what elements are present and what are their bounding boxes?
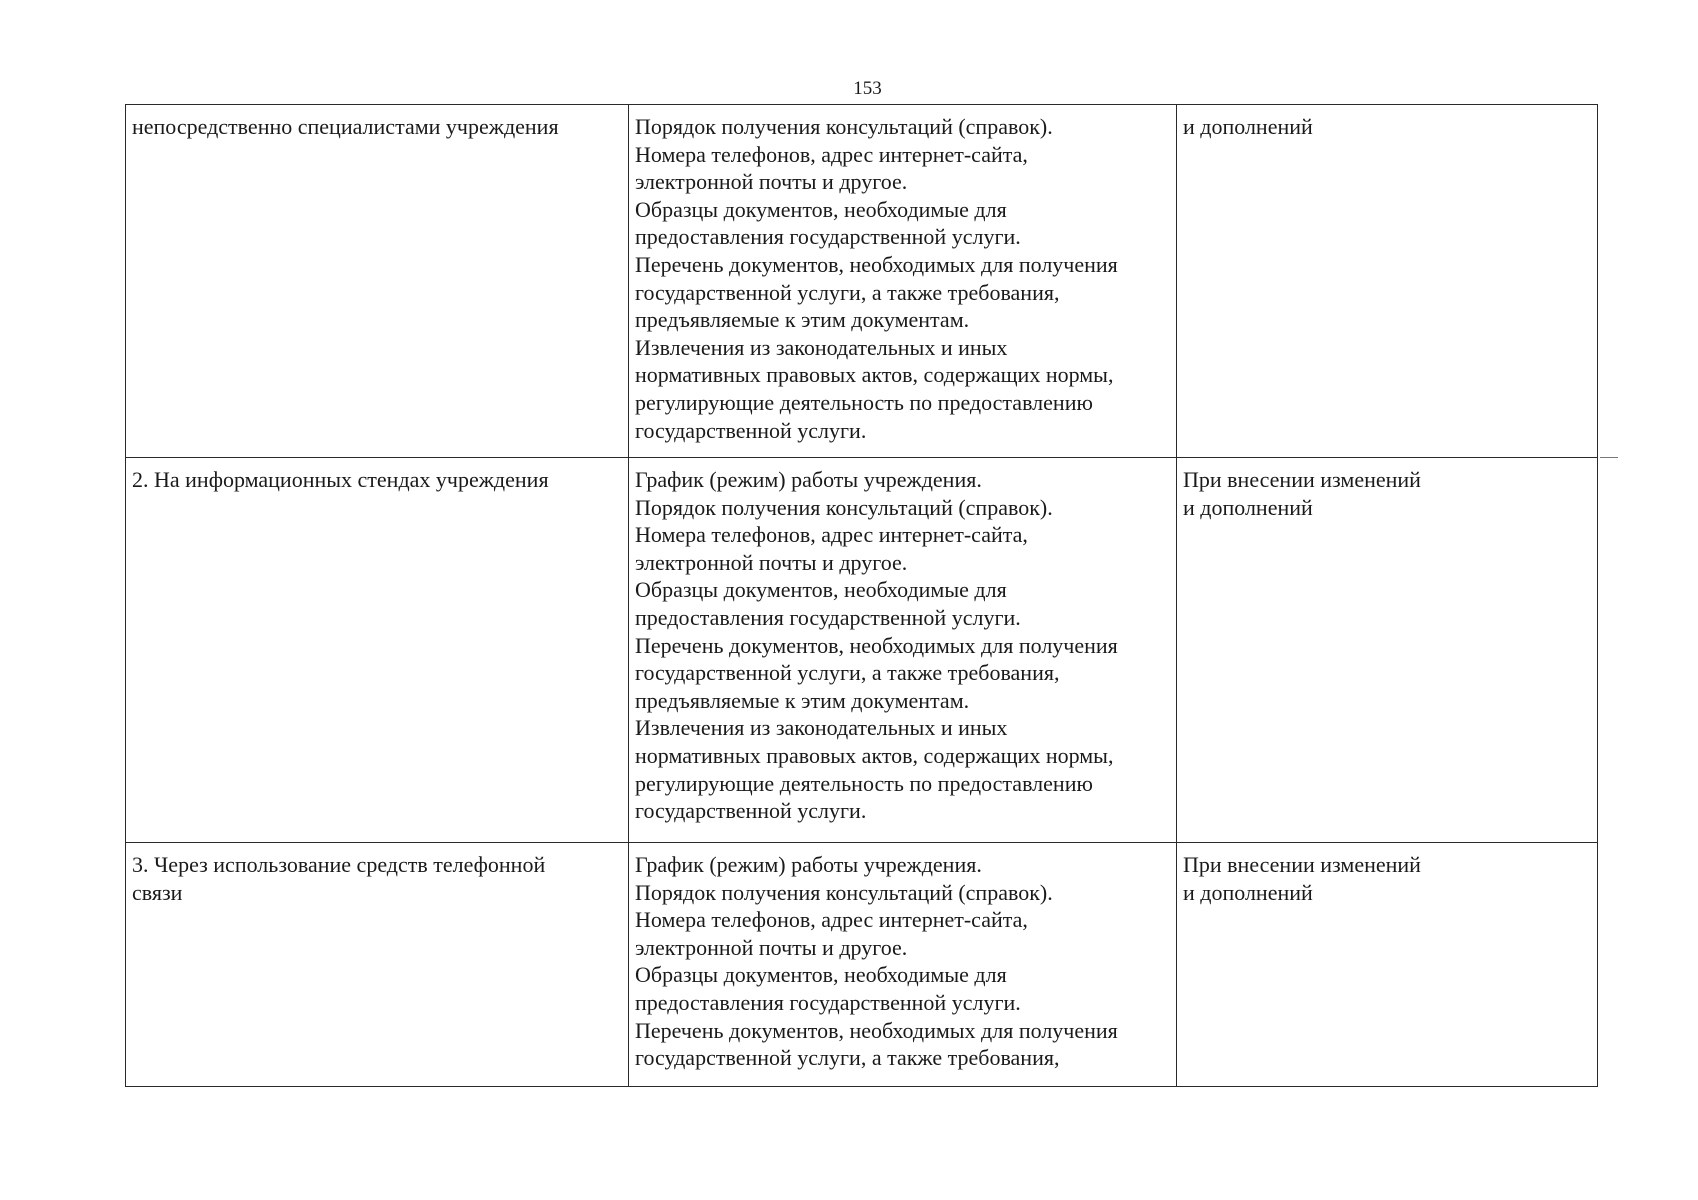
method-cell: непосредственно специалистами учреждения xyxy=(126,105,629,458)
content-cell: Порядок получения консультаций (справок). Номера телефонов, адрес интернет-сайта, электронной почты и другое. Образцы документов, необходимые для предоставления государственной услуги. Перечень документов, необходимых для получения государственной услуги, а также требования, предъявляемые к этим документам. Извлечения из законодательных и иных нормативных правовых актов, содержащих нормы, регулирующие деятельность по предоставлению государственной услуги. xyxy=(629,105,1177,458)
method-cell: 3. Через использование средств телефонной связи xyxy=(126,843,629,1087)
information-table xyxy=(125,104,1598,1087)
method-cell: 2. На информационных стендах учреждения xyxy=(126,458,629,843)
content-cell: График (режим) работы учреждения. Порядок получения консультаций (справок). Номера телефонов, адрес интернет-сайта, электронной почты и другое. Образцы документов, необходимые для предоставления государственной услуги. Перечень документов, необходимых для получения государственной услуги, а также требования, предъявляемые к этим документам. Извлечения из законодательных и иных нормативных правовых актов, содержащих нормы, регулирующие деятельность по предоставлению государственной услуги. xyxy=(629,458,1177,843)
frequency-cell: При внесении изменений и дополнений xyxy=(1177,458,1598,843)
scan-edge-mark xyxy=(1600,457,1618,458)
table-row xyxy=(126,843,1598,1087)
content-cell: График (режим) работы учреждения. Порядок получения консультаций (справок). Номера телефонов, адрес интернет-сайта, электронной почты и другое. Образцы документов, необходимые для предоставления государственной услуги. Перечень документов, необходимых для получения государственной услуги, а также требования, xyxy=(629,843,1177,1087)
table-row xyxy=(126,105,1598,458)
frequency-cell: и дополнений xyxy=(1177,105,1598,458)
frequency-cell: При внесении изменений и дополнений xyxy=(1177,843,1598,1087)
page-number: 153 xyxy=(853,78,882,99)
table-row xyxy=(126,458,1598,843)
